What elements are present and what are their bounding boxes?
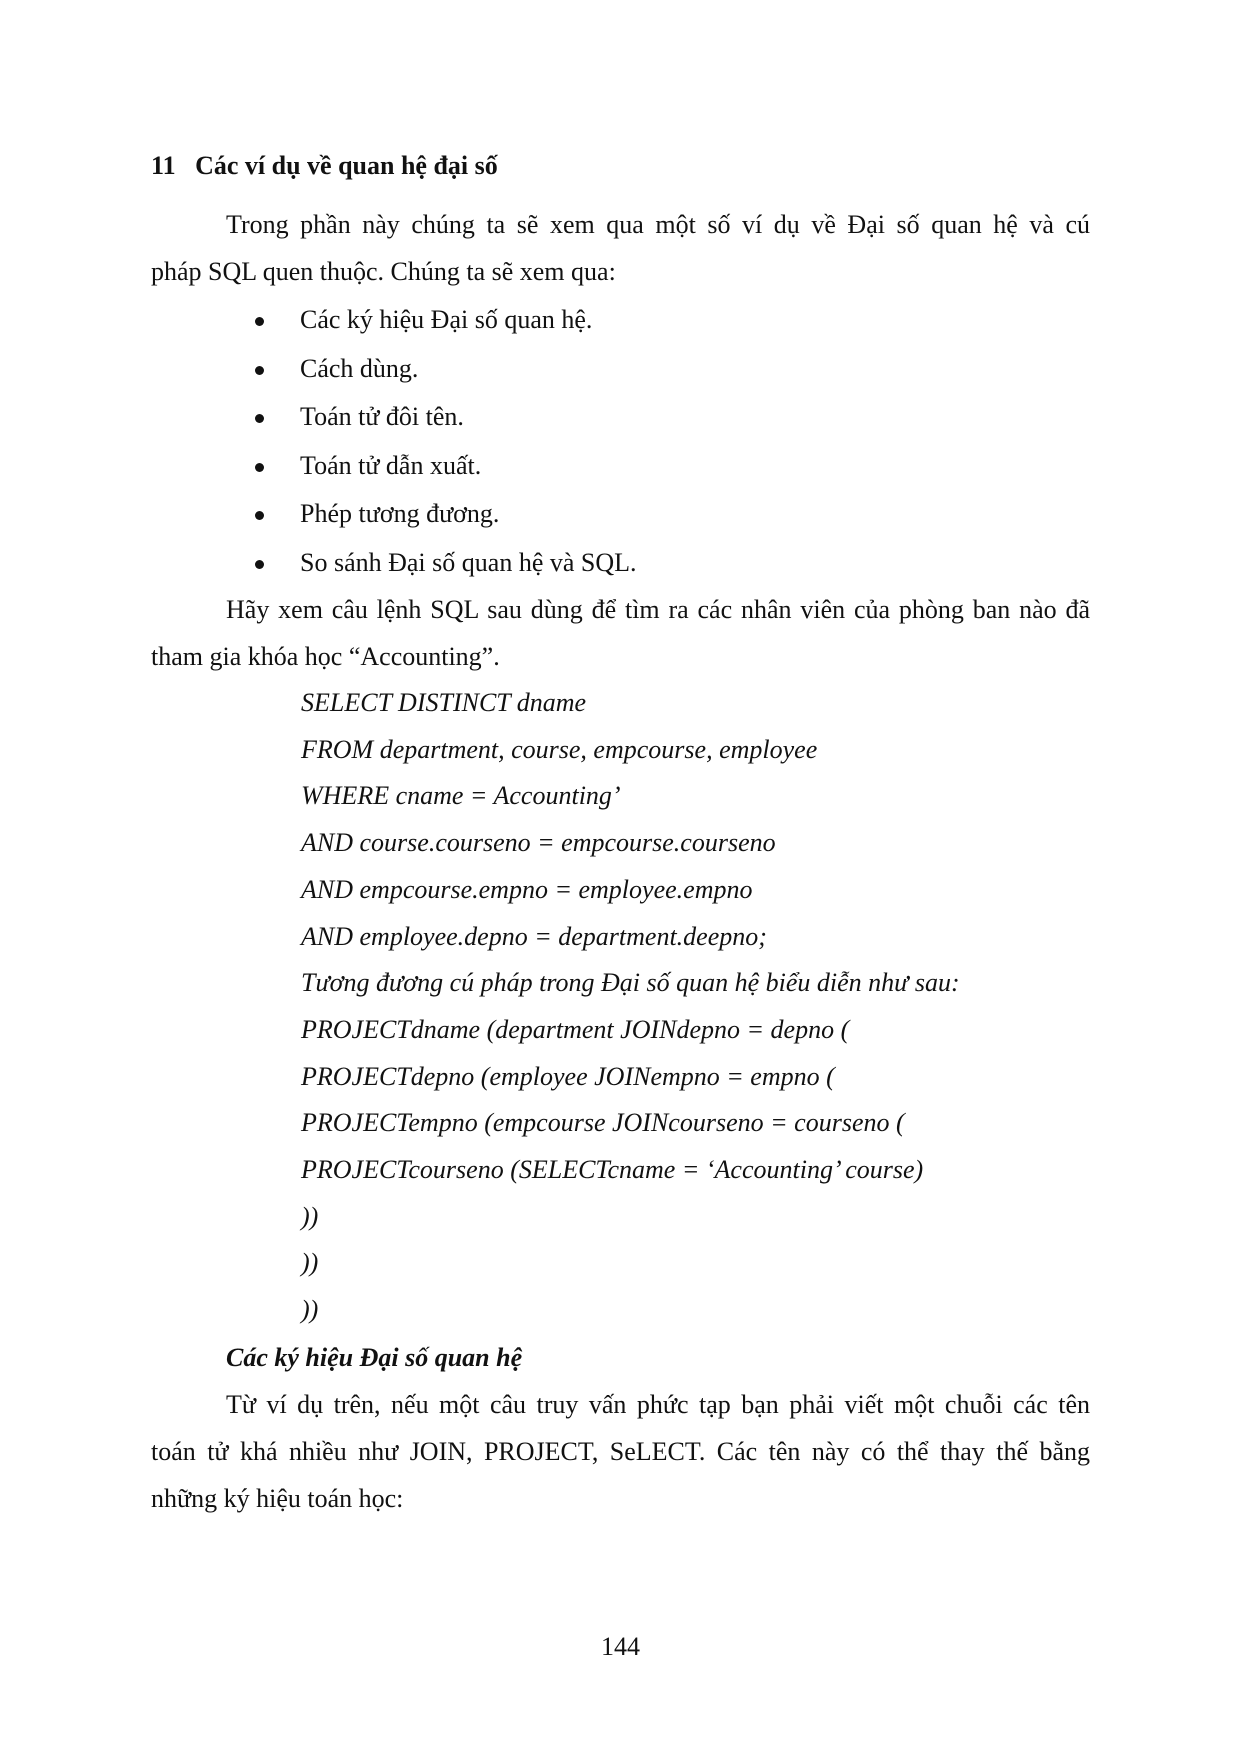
code-line: FROM department, course, empcourse, employee <box>301 734 818 764</box>
bullet-text: Các ký hiệu Đại số quan hệ. <box>300 305 593 334</box>
bullet-text: Toán tử đôi tên. <box>300 402 464 431</box>
code-line: WHERE cname = Accounting’ <box>301 781 621 811</box>
bullet-text: Phép tương đương. <box>300 499 500 528</box>
code-line: AND employee.depno = department.deepno; <box>301 921 767 951</box>
code-line: SELECT DISTINCT dname <box>301 688 587 717</box>
code-line: PROJECTdname (department JOINdepno = depno ( <box>301 1014 850 1044</box>
code-line: )) <box>301 1201 319 1231</box>
bullet-text: Cách dùng. <box>300 353 419 383</box>
code-line: )) <box>301 1248 319 1278</box>
bullet-icon <box>255 463 264 472</box>
para3-line-3: những ký hiệu toán học: <box>151 1484 404 1513</box>
code-line: AND course.courseno = empcourse.courseno <box>301 828 776 858</box>
section-title: Các ví dụ về quan hệ đại số <box>195 151 498 180</box>
bullet-text: So sánh Đại số quan hệ và SQL. <box>300 547 637 577</box>
bullet-icon <box>255 366 264 375</box>
section-number: 11 <box>151 151 176 180</box>
para2-line-2: tham gia khóa học “Accounting”. <box>151 642 500 671</box>
code-line: PROJECTempno (empcourse JOINcourseno = courseno ( <box>301 1108 905 1138</box>
bullet-icon <box>255 414 264 423</box>
para2-line-1: Hãy xem câu lệnh SQL sau dùng để tìm ra các nhân viên của phòng ban nào đã <box>226 595 1090 624</box>
intro-line-2: pháp SQL quen thuộc. Chúng ta sẽ xem qua: <box>151 257 616 286</box>
code-line: )) <box>301 1295 319 1325</box>
intro-line-1: Trong phần này chúng ta sẽ xem qua một số ví dụ về Đại số quan hệ và cú <box>226 210 1090 239</box>
bullet-icon <box>255 511 264 520</box>
section-heading <box>151 151 498 181</box>
code-line: Tương đương cú pháp trong Đại số quan hệ biểu diễn như sau: <box>301 968 960 998</box>
bullet-icon <box>255 560 264 569</box>
code-line: AND empcourse.empno = employee.empno <box>301 874 753 904</box>
code-line: PROJECTcourseno (SELECTcname = ‘Accounting’ course) <box>301 1155 924 1184</box>
bullet-icon <box>255 317 264 326</box>
bullet-text: Toán tử dẫn xuất. <box>300 450 482 480</box>
code-line: PROJECTdepno (employee JOINempno = empno ( <box>301 1061 835 1091</box>
page-number: 144 <box>601 1632 640 1661</box>
para3-line-1: Từ ví dụ trên, nếu một câu truy vấn phức tạp bạn phải viết một chuỗi các tên <box>226 1390 1090 1419</box>
subheading: Các ký hiệu Đại số quan hệ <box>226 1343 523 1372</box>
para3-line-2: toán tử khá nhiều như JOIN, PROJECT, SeLECT. Các tên này có thể thay thế bằng <box>151 1437 1090 1466</box>
